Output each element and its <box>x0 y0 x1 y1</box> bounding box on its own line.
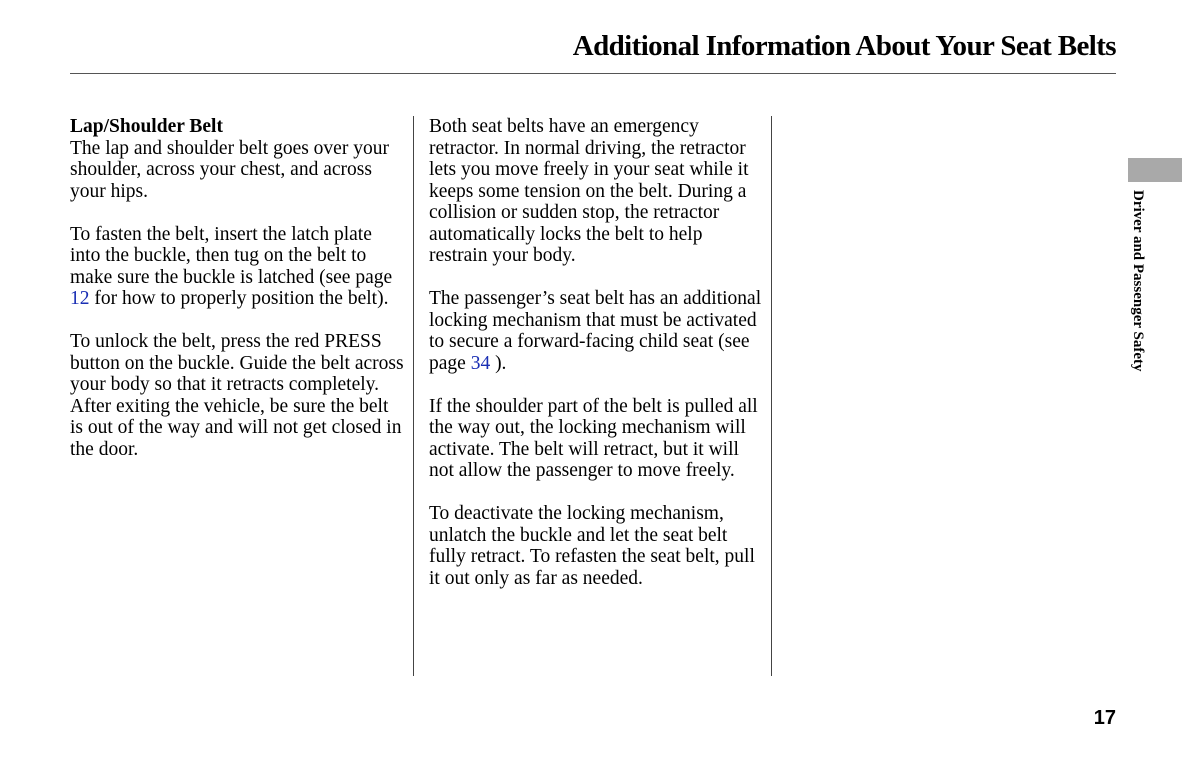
paragraph-locking-activate: If the shoulder part of the belt is pulled all the way out, the locking mechanism will activate. The belt will retract, but it will not allow the passenger to move freely. <box>429 395 758 481</box>
section-tab-marker <box>1128 158 1182 182</box>
paragraph-unlock: To unlock the belt, press the red PRESS button on the buckle. Guide the belt across your body so that it retracts completely. After exiting the vehicle, be sure the belt is out of the way and will not get closed in the door. <box>70 331 404 460</box>
page-34-link[interactable]: 34 <box>470 352 491 374</box>
left-column <box>70 116 405 482</box>
page-12-link[interactable]: 12 <box>70 288 90 309</box>
paragraph-text: To fasten the belt, insert the latch plate into the buckle, then tug on the belt to make sure the buckle is latched (see page <box>70 223 393 288</box>
title-divider <box>70 73 1116 74</box>
column-divider-right <box>771 116 772 676</box>
paragraph-text: ). <box>490 352 507 374</box>
page-title: Additional Information About Your Seat Belts <box>572 30 1116 62</box>
paragraph-retractor: Both seat belts have an emergency retractor. In normal driving, the retractor lets you move freely in your seat while it keeps some tension on the belt. During a collision or sudden stop, the retractor automatically locks the belt to help restrain your body. <box>429 116 749 266</box>
paragraph-fasten <box>70 224 405 310</box>
page-number: 17 <box>1093 707 1116 729</box>
paragraph-text: The lap and shoulder belt goes over your shoulder, across your chest, and across your hips. <box>70 137 389 202</box>
right-column <box>429 116 764 611</box>
paragraph-text: The passenger’s seat belt has an additional locking mechanism that must be activated to secure a forward-facing child seat (see page <box>429 288 762 374</box>
section-tab-label: Driver and Passenger Safety <box>1130 190 1146 372</box>
section-heading: Lap/Shoulder Belt <box>70 116 223 137</box>
paragraph-deactivate: To deactivate the locking mechanism, unlatch the buckle and let the seat belt fully retract. To refasten the seat belt, pull it out only as far as needed. <box>429 503 755 589</box>
paragraph-passenger-locking <box>429 288 764 374</box>
paragraph-text: for how to properly position the belt). <box>89 288 389 309</box>
paragraph-lap-shoulder-intro <box>70 116 405 202</box>
column-divider-left <box>413 116 414 676</box>
